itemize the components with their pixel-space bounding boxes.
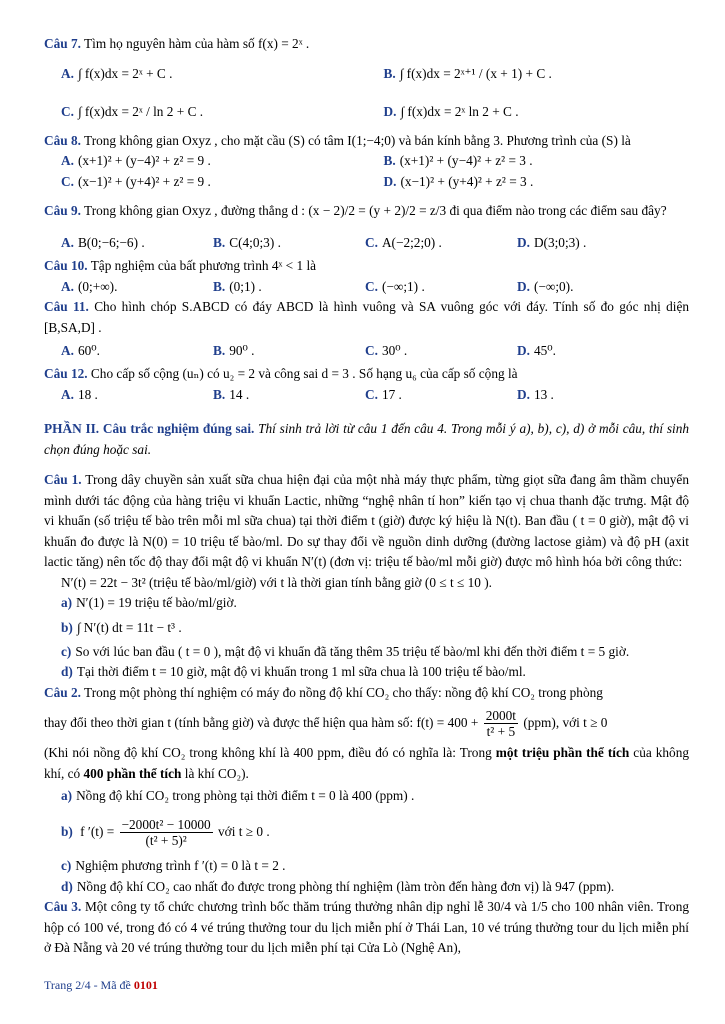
statement-c: c) So với lúc ban đầu ( t = 0 ), mật độ vi khuẩn đã tăng thêm 35 triệu tế bào/ml khi đến thời điểm t = 5 giờ. (61, 643, 630, 659)
option-a: A. (x+1)² + (y−4)² + z² = 9 . (61, 153, 211, 168)
co2-note: (Khi nói nồng độ khí CO₂ trong không khí là 400 ppm, điều đó có nghĩa là: Trong một triệu phần thể tích của không khí, có 400 phần thể tích là khí CO₂). (44, 745, 690, 781)
question-12 (44, 364, 689, 385)
options-row (44, 172, 689, 193)
option-d: D. 45⁰. (517, 343, 556, 358)
tf-question-3 (44, 897, 689, 959)
statement-b: b) ∫ N′(t) dt = 11t − t³ . (61, 619, 182, 635)
part-2-header (44, 419, 689, 460)
bold-phrase: một triệu phần thể tích (495, 745, 630, 760)
function-text: thay đổi theo thời gian t (tính bằng giờ) và được thể hiện qua hàm số: f(t) = 400 + (44, 715, 479, 730)
option-b: B. C(4;0;3) . (213, 235, 281, 250)
question-stem-end: đi qua điểm nào trong các điểm sau đây? (449, 203, 667, 218)
fraction-denominator: (t² + 5)² (145, 833, 187, 849)
option-b: B. 90⁰ . (213, 343, 255, 358)
question-number: Câu 12. (44, 366, 88, 381)
line-equation: (x − 2)/2 = (y + 2)/2 = z/3 (308, 203, 447, 218)
option-c: C. 30⁰ . (365, 343, 408, 358)
question-9 (44, 192, 689, 230)
statement-a: a) N′(1) = 19 triệu tế bào/ml/giờ. (61, 595, 237, 610)
options-row (44, 338, 689, 364)
statement-c: c) Nghiệm phương trình f ′(t) = 0 là t = 2 . (61, 858, 286, 873)
options-row (44, 151, 689, 172)
question-stem: Cho hình chóp S.ABCD có đáy ABCD là hình vuông và SA vuông góc với đáy. Tính số đo góc nhị diện [B,SA,D] . (44, 299, 689, 335)
option-c: C. A(−2;2;0) . (365, 235, 442, 250)
option-c: C. 17 . (365, 386, 402, 402)
options-row (44, 385, 689, 406)
question-stem: Tập nghiệm của bất phương trình 4ˣ < 1 là (90, 258, 317, 273)
question-stem: Trong không gian Oxyz , đường thẳng d : (84, 203, 305, 218)
fraction-numerator: −2000t² − 10000 (121, 817, 211, 833)
statement-a: a) Nồng độ khí CO₂ trong phòng tại thời điểm t = 0 là 400 (ppm) . (61, 788, 415, 803)
question-number: Câu 9. (44, 203, 81, 218)
question-stem: Trong không gian Oxyz , cho mặt cầu (S) có tâm I(1;−4;0) và bán kính bằng 3. Phương trình của (S) là (84, 132, 631, 148)
question-stem: Trong một phòng thí nghiệm có máy đo nồng độ khí CO₂ cho thấy: nồng độ khí CO₂ trong phòng (84, 684, 603, 700)
question-number: Câu 10. (44, 258, 88, 273)
question-number: Câu 1. (44, 472, 82, 487)
question-stem: Một công ty tổ chức chương trình bốc thăm trúng thưởng nhân dịp nghỉ lễ 30/4 và 1/5 cho 100 nhân viên. Trong hộp có 100 vé, trong đó có 4 vé trúng thưởng tour du lịch miễn phí ở Thái Lan, 10 vé trúng thưởng tour du lịch miễn phí ở Đà Nẵng và 20 vé trúng thưởng tour du lịch miễn phí tại Cửa Lò (Nghệ An), (44, 899, 690, 955)
options-row (44, 277, 689, 298)
question-number: Câu 11. (44, 299, 89, 314)
tf-question-2 (44, 683, 689, 704)
tf-question-1 (44, 470, 689, 573)
question-stem: Trong dây chuyền sản xuất sữa chua hiện đại của một nhà máy thực phẩm, từng giọt sữa đang âm thầm chuyển mình dưới tác động của hàng triệu vi khuẩn Lactic, những “nghệ nhân tí hon” kiến tạo vị chua thanh đặc trưng. Mật độ vi khuẩn (số triệu tế bào trên mỗi ml sữa chua) tại thời điểm t (giờ) được ký hiệu là N(t). Ban đầu ( t = 0 giờ), mật độ vi khuẩn đo được là N(0) = 10 triệu tế bào/ml. Do sự thay đổi về nguồn dinh dưỡng (đường lactose giảm) và độ pH (axit lactic tăng) nên tốc độ thay đổi mật độ vi khuẩn N′(t) (đơn vị: triệu tế bào/ml mỗi giờ) được mô hình hóa bởi công thức: (44, 472, 689, 569)
option-d: D. 13 . (517, 386, 554, 402)
fraction-denominator: t² + 5 (486, 724, 516, 740)
part-2-intro: Thí sinh trả lời từ câu 1 đến câu 4. Trong mỗi ý a), b), c), d) ở mỗi câu, thí sinh chọn đúng hoặc sai. (44, 421, 689, 457)
derivative-fraction (120, 817, 213, 848)
question-11 (44, 297, 689, 338)
exam-code: 0101 (133, 978, 158, 992)
option-b: B. (x+1)² + (y−4)² + z² = 3 . (383, 153, 533, 168)
question-7 (44, 34, 689, 55)
question-10 (44, 256, 689, 277)
exam-page (44, 34, 689, 959)
options-row (44, 93, 689, 131)
question-8 (44, 131, 689, 152)
option-c: C. (−∞;1) . (365, 278, 425, 294)
option-a: A. 60⁰. (61, 343, 100, 358)
option-a: A. ∫ f(x)dx = 2ˣ + C . (61, 65, 173, 81)
footer-text: Trang 2/4 - Mã đề (44, 978, 131, 992)
option-c: C. (x−1)² + (y+4)² + z² = 9 . (61, 173, 211, 189)
function-text-end: (ppm), với t ≥ 0 (523, 715, 608, 730)
option-a: A. (0;+∞). (61, 278, 118, 294)
option-d: D. (x−1)² + (y+4)² + z² = 3 . (383, 173, 534, 189)
page-footer (44, 978, 158, 993)
fraction-numerator: 2000t (485, 708, 516, 724)
option-b: B. (0;1) . (213, 278, 262, 294)
options-row (44, 230, 689, 256)
option-a: A. B(0;−6;−6) . (61, 235, 145, 250)
statement-d: d) Tại thời điểm t = 10 giờ, mật độ vi khuẩn trong 1 ml sữa chua là 100 triệu tế bào/ml. (61, 664, 526, 679)
bold-phrase: 400 phần thể tích (83, 765, 182, 781)
part-2-title: PHẦN II. Câu trắc nghiệm đúng sai. (44, 421, 255, 436)
statement-b: b) f ′(t) = $\frac{\text{−2000t² − 10000}}{\text{(t² + 5)²}}$ với t ≥ 0 . (61, 817, 270, 849)
question-stem: Tìm họ nguyên hàm của hàm số f(x) = 2ˣ . (84, 36, 310, 51)
function-line (44, 703, 689, 743)
option-d: D. (−∞;0). (517, 278, 574, 294)
option-d: D. ∫ f(x)dx = 2ˣ ln 2 + C . (383, 103, 519, 119)
function-fraction (484, 708, 518, 739)
question-number: Câu 7. (44, 36, 81, 51)
option-b: B. 14 . (213, 386, 250, 402)
statement-d: d) Nồng độ khí CO₂ cao nhất đo được trong phòng thí nghiệm (làm tròn đến hàng đơn vị) là 947 (ppm). (61, 878, 615, 894)
option-a: A. 18 . (61, 386, 98, 402)
question-number: Câu 3. (44, 899, 82, 914)
question-stem: Cho cấp số cộng (uₙ) có u₂ = 2 và công sai d = 3 . Số hạng u₆ của cấp số cộng là (90, 366, 518, 381)
formula-line: N′(t) = 22t − 3t² (triệu tế bào/ml/giờ) với t là thời gian tính bằng giờ (0 ≤ t ≤ 10 ). (61, 574, 492, 590)
question-number: Câu 8. (44, 132, 81, 148)
option-b: B. ∫ f(x)dx = 2ˣ⁺¹ / (x + 1) + C . (383, 65, 552, 81)
options-row (44, 55, 689, 93)
question-number: Câu 2. (44, 684, 81, 700)
option-c: C. ∫ f(x)dx = 2ˣ / ln 2 + C . (61, 103, 204, 119)
option-d: D. D(3;0;3) . (517, 235, 587, 250)
